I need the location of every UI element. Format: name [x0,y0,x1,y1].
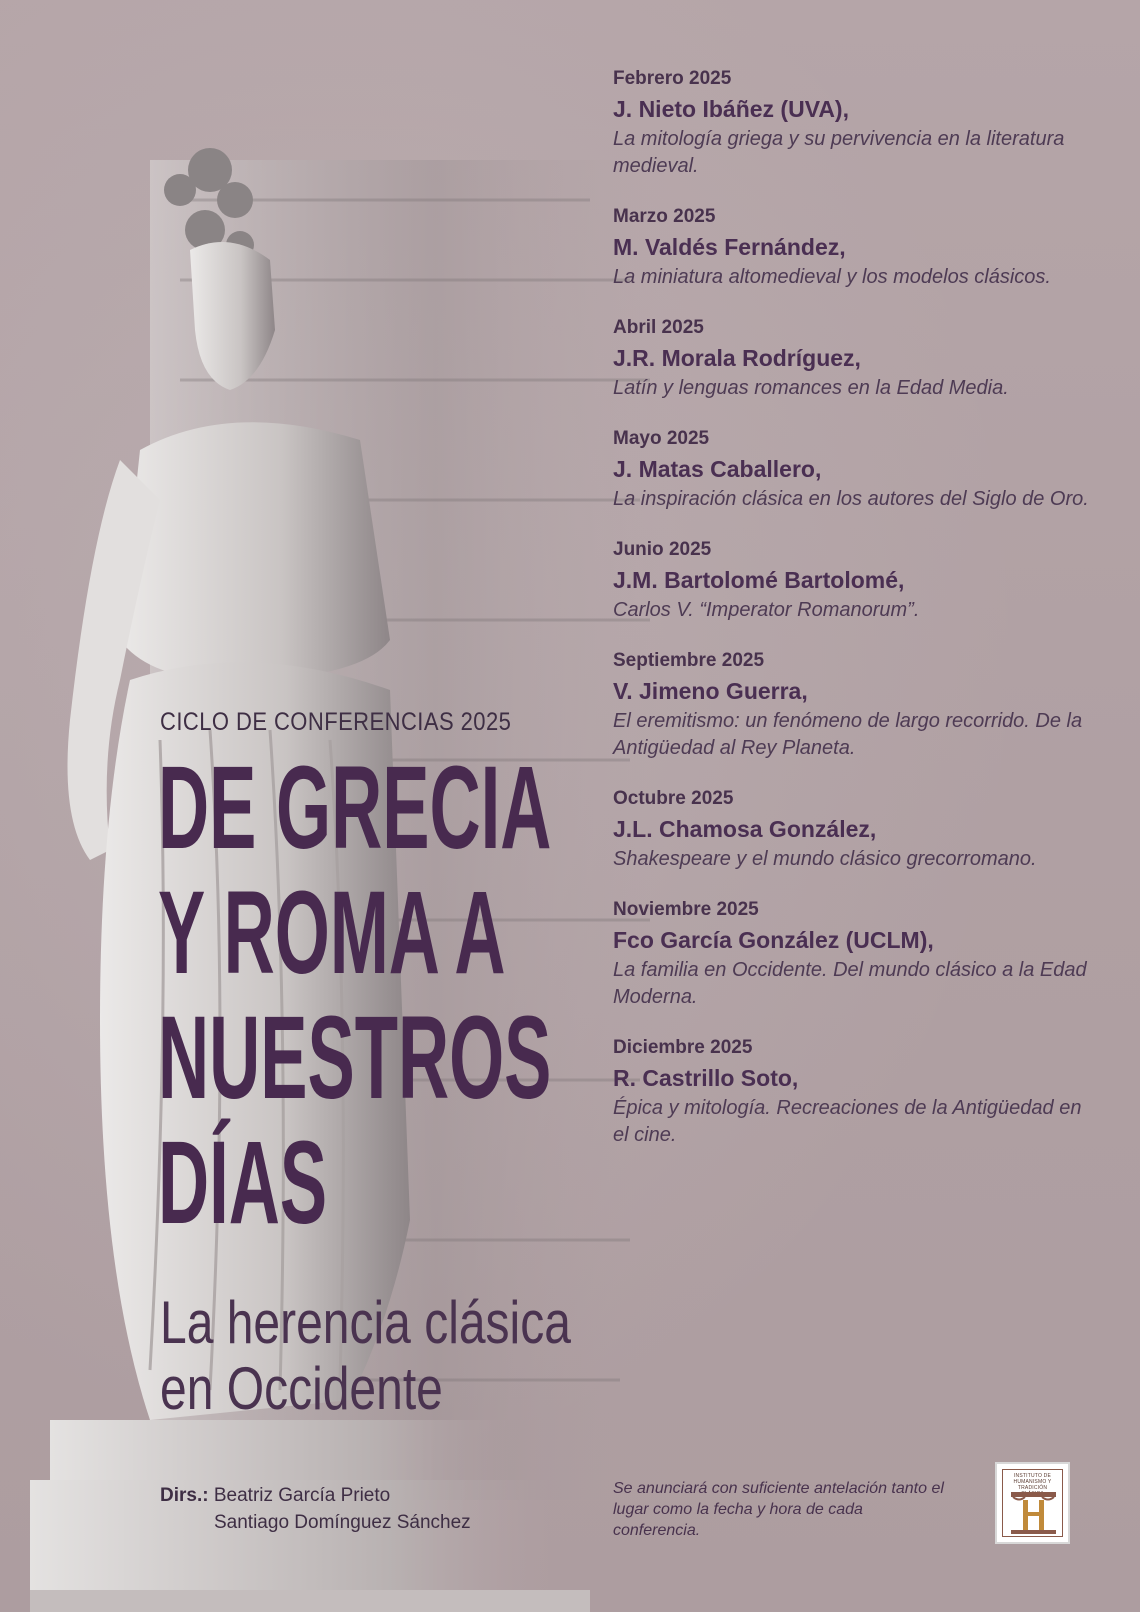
logo-frame [1002,1469,1063,1537]
program-event [613,66,1093,180]
directors-label: Dirs.: [160,1485,209,1506]
event-speaker: R. Castrillo Soto, [613,1065,799,1091]
program-event [613,897,1093,1011]
event-date: Septiembre 2025 [613,650,765,671]
director-name: Beatriz García Prieto [213,1485,391,1506]
program-event [613,426,1093,513]
event-date: Febrero 2025 [613,68,732,89]
event-date: Mayo 2025 [613,428,710,449]
main-title-line: DÍAS [158,1117,328,1249]
event-date: Junio 2025 [613,539,712,560]
event-speaker: V. Jimeno Guerra, [613,678,808,704]
main-title-line: DE GRECIA [158,742,552,874]
program-event [613,786,1093,873]
event-talk: Latín y lenguas romances en la Edad Media. [613,377,1009,399]
event-speaker: Fco García González (UCLM), [613,927,934,953]
event-date: Octubre 2025 [613,788,734,809]
program-event [613,537,1093,624]
event-talk: Carlos V. “Imperator Romanorum”. [613,599,920,621]
event-date: Noviembre 2025 [613,899,759,920]
subtitle-line: La herencia clásica [160,1289,571,1356]
column-icon [1003,1488,1064,1538]
main-title-line: Y ROMA A [158,867,506,999]
event-talk: El eremitismo: un fenómeno de largo recorrido. De la Antigüedad al Rey Planeta. [613,710,1083,759]
directors [160,1482,471,1536]
event-speaker: J.R. Morala Rodríguez, [613,345,861,371]
subtitle [160,1290,571,1422]
logo-text: INSTITUTO DE HUMANISMO Y TRADICIÓN [1013,1473,1052,1491]
event-talk: La miniatura altomedieval y los modelos clásicos. [613,266,1051,288]
event-speaker: J. Nieto Ibáñez (UVA), [613,96,849,122]
event-date: Diciembre 2025 [613,1037,753,1058]
event-speaker: J.M. Bartolomé Bartolomé, [613,567,905,593]
program-event [613,315,1093,402]
event-talk: Épica y mitología. Recreaciones de la Antigüedad en el cine. [613,1097,1082,1146]
event-date: Abril 2025 [613,317,704,338]
director-name: Santiago Domínguez Sánchez [214,1512,471,1533]
event-talk: La familia en Occidente. Del mundo clásico a la Edad Moderna. [613,959,1087,1008]
series-label: CICLO DE CONFERENCIAS 2025 [160,708,512,736]
program-event [613,648,1093,762]
program-event [613,204,1093,291]
event-talk: Shakespeare y el mundo clásico grecorromano. [613,848,1037,870]
event-talk: La mitología griega y su pervivencia en la literatura medieval. [613,128,1065,177]
institute-logo [995,1462,1070,1544]
event-talk: La inspiración clásica en los autores del Siglo de Oro. [613,488,1089,510]
event-speaker: J.L. Chamosa González, [613,816,877,842]
event-speaker: J. Matas Caballero, [613,456,822,482]
venue-notice: Se anunciará con suficiente antelación tanto el lugar como la fecha y hora de cada conferencia. [613,1480,944,1539]
program-list [613,66,1093,1173]
event-date: Marzo 2025 [613,206,716,227]
event-speaker: M. Valdés Fernández, [613,234,846,260]
subtitle-line: en Occidente [160,1355,443,1422]
main-title-line: NUESTROS [158,992,552,1124]
main-title [158,742,552,1249]
program-event [613,1035,1093,1149]
